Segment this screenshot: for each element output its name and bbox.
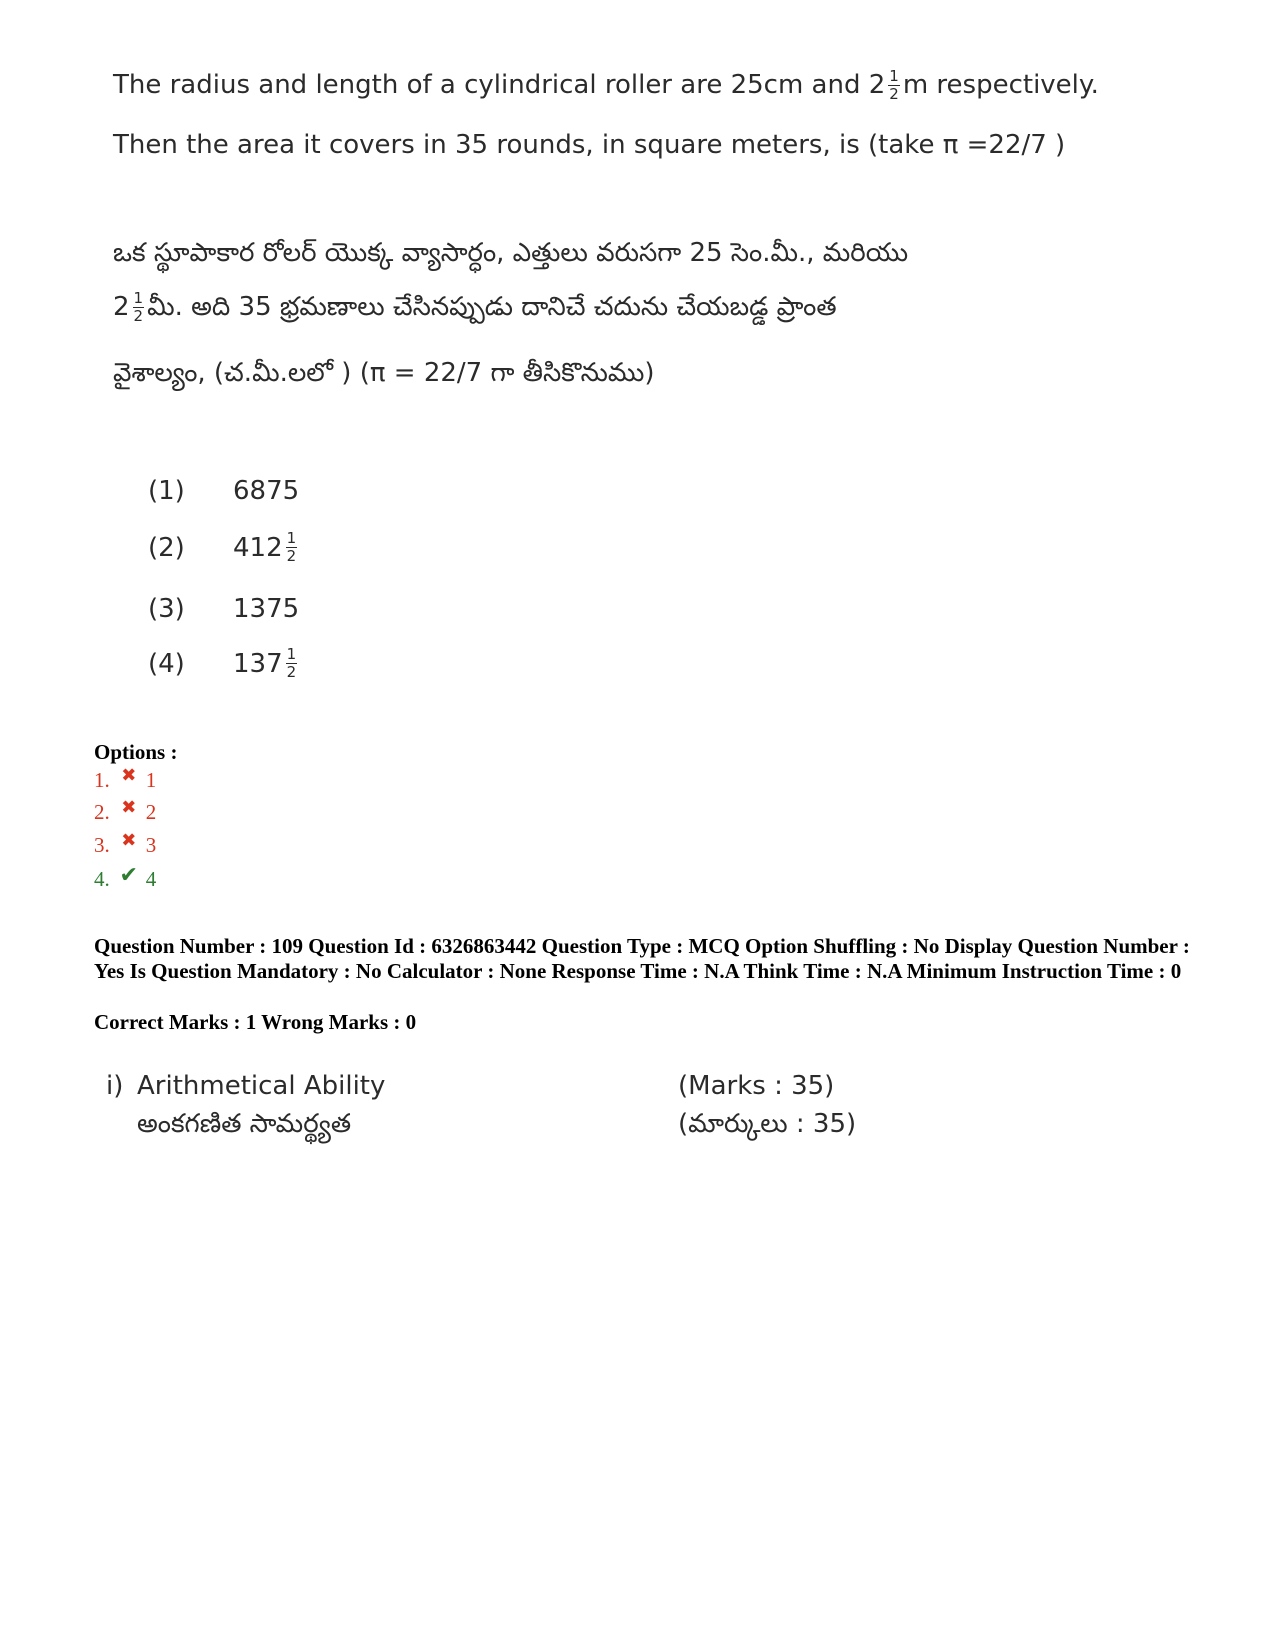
option-value: 1 [145, 768, 157, 792]
fraction-denominator: 2 [286, 547, 297, 565]
choice-value: 137 [233, 648, 283, 679]
section-marks-telugu: (మార్కులు : 35) [678, 1109, 857, 1139]
option-3 [94, 830, 157, 858]
choice-number: (3) [148, 594, 185, 624]
question-english-line-1 [113, 68, 1099, 103]
fraction-numerator: 1 [286, 645, 297, 663]
cross-icon: ✖ [121, 765, 137, 785]
question-english-line-2: Then the area it covers in 35 rounds, in square meters, is (take π =22/7 ) [113, 130, 1066, 160]
question-metadata: Question Number : 109 Question Id : 6326863442 Question Type : MCQ Option Shuffling : No Display Question Number : Yes Is Question Mandatory : No Calculator : None Response Time : N.A Think Time : N.A Minimum Instruction Time : 0 [94, 934, 1190, 983]
fraction [133, 290, 145, 325]
fraction-denominator: 2 [889, 85, 899, 103]
choice-1 [148, 476, 299, 506]
option-index: 4. [94, 866, 110, 891]
choice-number: (2) [148, 532, 185, 563]
question-text: m respectively. [902, 70, 1099, 100]
choice-value: 412 [233, 532, 283, 563]
choice-value: 6875 [233, 476, 300, 506]
options-heading: Options : [94, 740, 178, 764]
option-value: 3 [145, 833, 157, 857]
option-value: 4 [145, 866, 157, 891]
check-icon: ✔ [119, 862, 138, 887]
option-index: 2. [94, 800, 110, 824]
question-text: మీ. అది 35 భ్రమణాలు చేసినప్పుడు దానిచే చదును చేయబడ్డ ప్రాంత [147, 292, 837, 322]
fraction [286, 646, 298, 681]
fraction [286, 530, 298, 565]
option-value: 2 [145, 800, 157, 824]
fraction [888, 68, 900, 103]
option-1 [94, 765, 157, 793]
option-index: 1. [94, 768, 110, 792]
fraction-denominator: 2 [133, 307, 144, 325]
fraction-denominator: 2 [286, 663, 297, 681]
fraction-numerator: 1 [286, 529, 297, 547]
cross-icon: ✖ [121, 830, 137, 850]
fraction-numerator: 1 [133, 289, 144, 307]
marks-metadata: Correct Marks : 1 Wrong Marks : 0 [94, 1010, 417, 1034]
question-text: The radius and length of a cylindrical roller are 25cm and 2 [113, 70, 886, 100]
choice-3 [148, 594, 299, 624]
question-telugu-line-1: ఒక స్థూపాకార రోలర్ యొక్క వ్యాసార్ధం, ఎత్తులు వరుసగా 25 సెం.మీ., మరియు [113, 238, 909, 268]
fraction-numerator: 1 [889, 67, 899, 85]
question-text: 2 [113, 292, 130, 322]
section-title-telugu: అంకగణిత సామర్థ్యత [137, 1109, 352, 1139]
question-telugu-line-2 [113, 290, 837, 328]
choice-number: (1) [148, 476, 185, 506]
option-index: 3. [94, 833, 110, 857]
option-2 [94, 797, 157, 825]
choice-4 [148, 646, 300, 681]
choice-number: (4) [148, 648, 185, 679]
section-title-english: Arithmetical Ability [137, 1071, 386, 1101]
question-telugu-line-3: వైశాల్యం, (చ.మీ.లలో ) (π = 22/7 గా తీసికొనుము) [113, 358, 655, 388]
choice-2 [148, 530, 300, 565]
option-4 [94, 862, 157, 892]
choice-value: 1375 [233, 594, 300, 624]
section-label: i) [106, 1071, 124, 1101]
cross-icon: ✖ [121, 797, 137, 817]
section-marks-english: (Marks : 35) [678, 1071, 835, 1101]
